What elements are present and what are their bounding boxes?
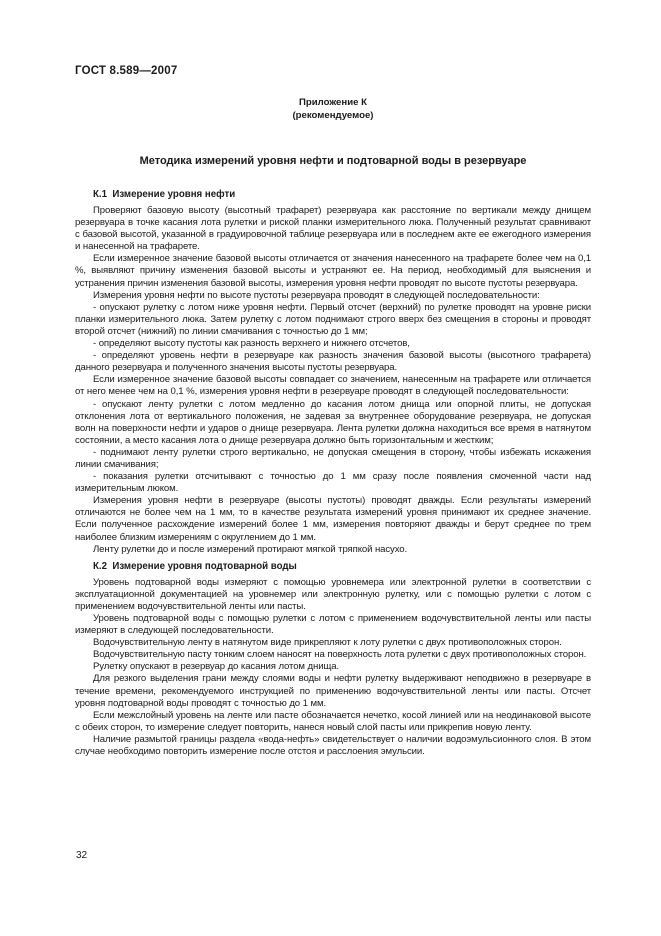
section-heading: К.1 Измерение уровня нефти	[93, 189, 236, 200]
paragraph: - опускают ленту рулетки с лотом медленно до касания лотом днища или опорной плиты, не допуская отклонения лота от вертикального положения, не задевая за внутреннее оборудование резервуара, не допуская волн на поверхности нефти и ударов о днище резервуара. Лента рулетки должна находиться все время в натянутом состоянии, а место касания лота о днище резервуара должно быть горизонтальным и жестким;	[75, 398, 591, 446]
paragraph: Ленту рулетки до и после измерений протирают мягкой тряпкой насухо.	[93, 543, 408, 555]
paragraph: Наличие размытой границы раздела «вода-нефть» свидетельствует о наличии водоэмульсионного слоя. В этом случае необходимо повторить измерение после отстоя и расслоения эмульсии.	[75, 733, 591, 758]
appendix-block	[75, 96, 591, 122]
paragraph: Водочувствительную пасту тонким слоем наносят на поверхность лота рулетки с двух противоположных сторон.	[93, 649, 587, 661]
paragraph: Если измеренное значение базовой высоты совпадает со значением, нанесенным на трафарете или отличается от него менее чем на 0,1 %, измерения уровня нефти в резервуаре проводят в следующей последовательности:	[75, 374, 591, 398]
page-content	[75, 0, 591, 758]
paragraph: Если межслойный уровень на ленте или пасте обозначается нечетко, косой линией или на неодинаковой высоте с обеих сторон, то измерение следует повторить, нанеся новый слой пасты или прикрепив новую ленту.	[75, 709, 591, 733]
page-title: Методика измерений уровня нефти и подтоварной воды в резервуаре	[139, 155, 527, 167]
paragraph: - показания рулетки отсчитывают с точностью до 1 мм сразу после появления смоченной части над измерительным люком.	[75, 471, 591, 495]
paragraph: Рулетку опускают в резервуар до касания лотом днища.	[93, 661, 339, 673]
standard-number: ГОСТ 8.589—2007	[75, 65, 178, 77]
paragraph: Водочувствительную ленту в натянутом виде прикрепляют к лоту рулетки с двух противоположных сторон.	[93, 637, 562, 649]
paragraph: Уровень подтоварной воды с помощью рулетки с лотом с применением водочувствительной ленты или пасты измеряют в следующей последовательности.	[75, 613, 591, 637]
paragraph: Измерения уровня нефти по высоте пустоты резервуара проводят в следующей последовательности:	[93, 289, 540, 301]
appendix-note: (рекомендуемое)	[292, 110, 374, 121]
paragraph: - определяют высоту пустоты как разность верхнего и нижнего отсчетов,	[93, 338, 410, 350]
paragraph: - поднимают ленту рулетки строго вертикально, не допуская смещения в сторону, чтобы избежать искажения линии смачивания;	[75, 446, 591, 470]
document-body	[75, 189, 591, 758]
paragraph: - опускают рулетку с лотом ниже уровня нефти. Первый отсчет (верхний) по рулетке проводят на уровне риски планки измерительного люка. Затем рулетку с лотом поднимают строго вверх без смещения в стороны и проводят второй отсчет (нижний) по линии смачивания с точностью до 1 мм;	[75, 301, 591, 337]
paragraph: Уровень подтоварной воды измеряют с помощью уровнемера или электронной рулетки в соответствии с эксплуатационной документацией на уровнемер или электронную рулетку, или с помощью рулетки с лотом с применением водочувствительной ленты или пасты.	[75, 576, 591, 612]
page-number: 32	[76, 850, 88, 861]
section-heading: К.2 Измерение уровня подтоварной воды	[93, 560, 297, 572]
paragraph: Для резкого выделения грани между слоями воды и нефти рулетку выдерживают неподвижно в резервуаре в течение времени, рекомендуемого инструкцией по применению водочувствительной ленты или пасты. Отсчет уровня подтоварной воды проводят с точностью до 1 мм.	[75, 673, 591, 709]
paragraph: Измерения уровня нефти в резервуаре (высоты пустоты) проводят дважды. Если результаты измерений отличаются не более чем на 1 мм, то в качестве результата измерений уровня принимают их среднее значение. Если полученное расхождение измерений более 1 мм, измерения повторяют дважды и берут среднее по трем наиболее близким измерениям с округлением до 1 мм.	[75, 495, 591, 543]
paragraph: Если измеренное значение базовой высоты отличается от значения нанесенного на трафарете более чем на 0,1 %, выявляют причину изменения базовой высоты и устраняют ее. На период, необходимый для выяснения и устранения причин изменения базовой высоты, измерения уровня нефти проводят по высоте пустоты резервуара.	[75, 253, 591, 289]
paragraph: Проверяют базовую высоту (высотный трафарет) резервуара как расстояние по вертикали между днищем резервуара в точке касания лота рулетки и риской планки измерительного люка. Полученный результат сравнивают с базовой высотой, указанной в градуировочной таблице резервуара или в последнем акте ее ежегодного измерения и нанесенной на трафарете.	[75, 205, 591, 253]
appendix-label: Приложение К	[299, 97, 367, 108]
paragraph: - определяют уровень нефти в резервуаре как разность значения базовой высоты (высотного трафарета) данного резервуара и полученного значения высоты пустоты резервуара.	[75, 350, 591, 374]
